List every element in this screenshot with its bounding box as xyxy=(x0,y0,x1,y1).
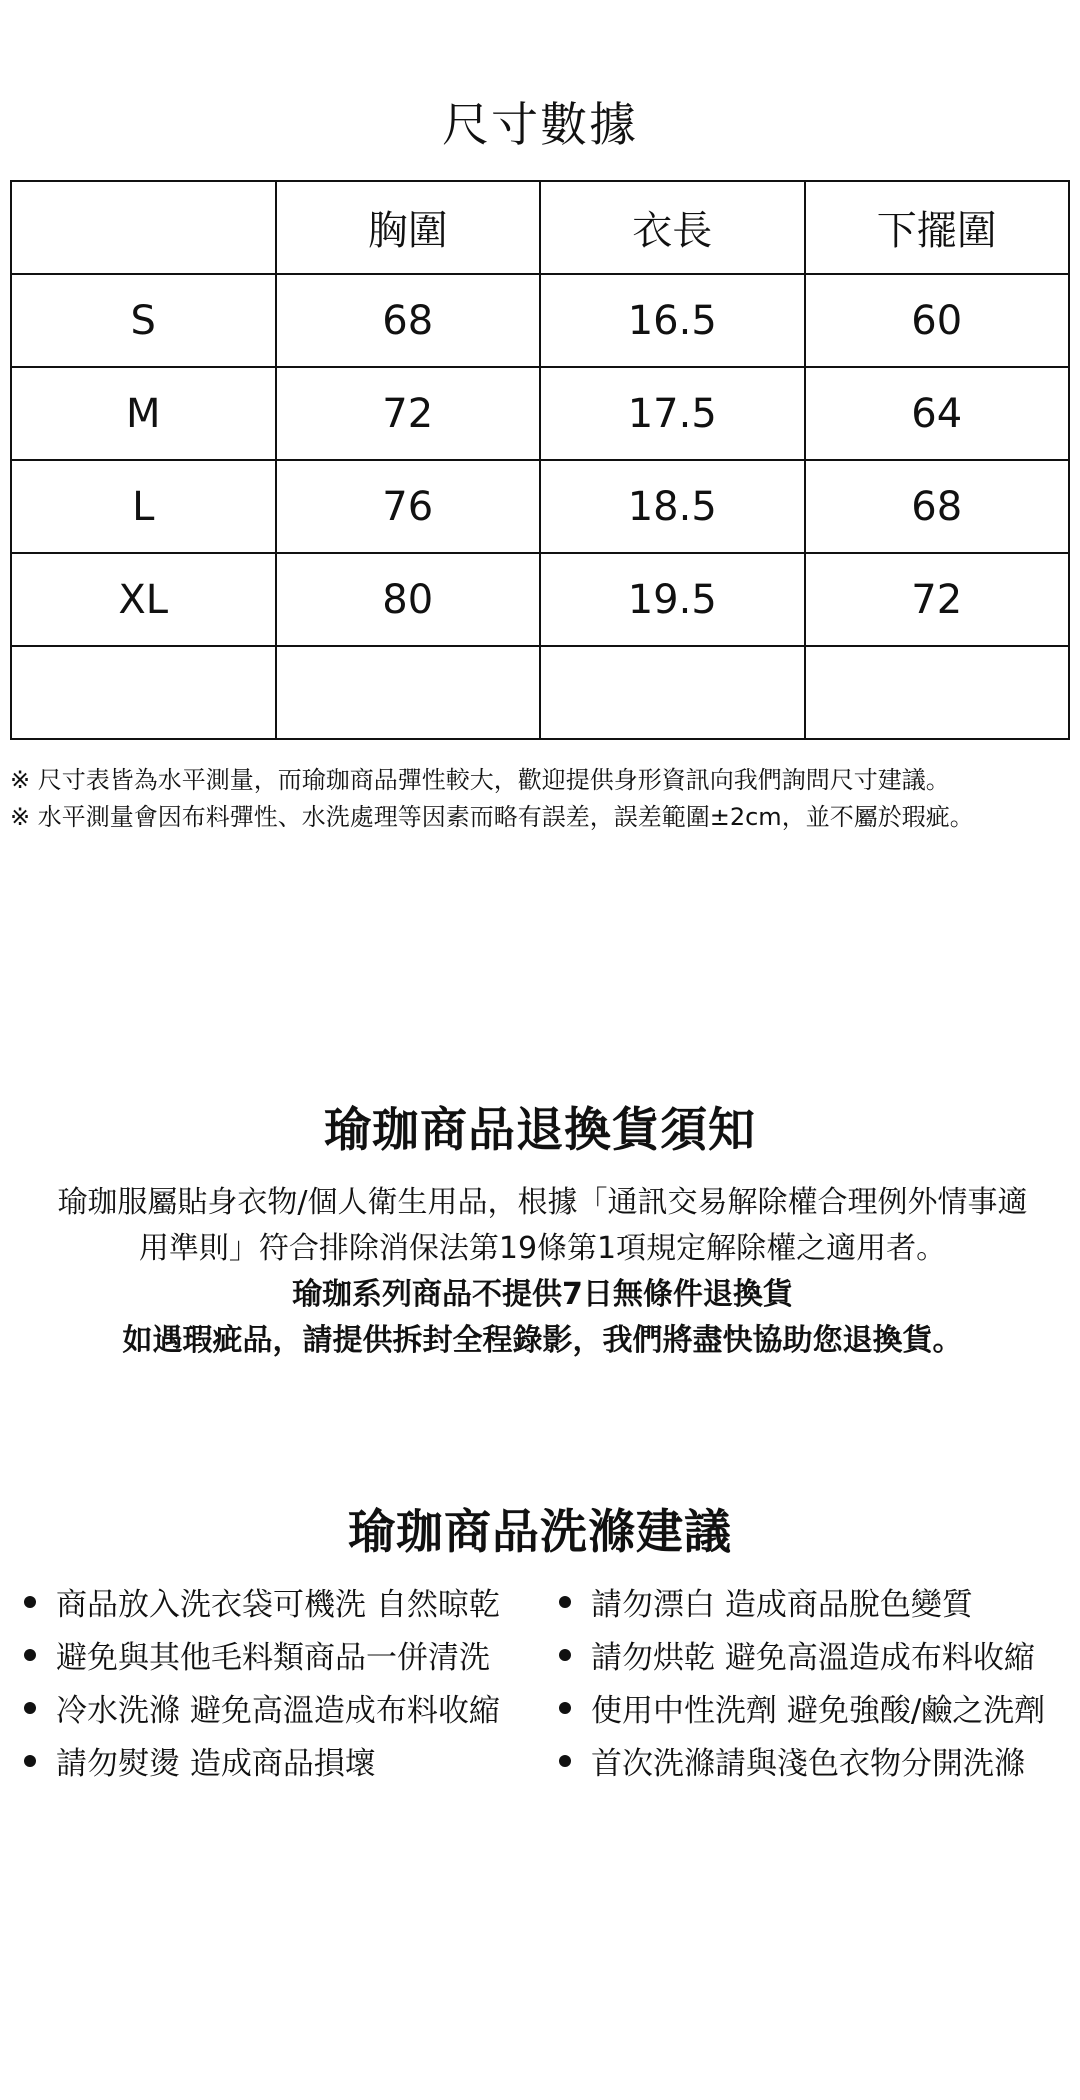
return-policy-text: 用準則」符合排除消保法第19條第1項規定解除權之適用者。 xyxy=(138,1231,947,1266)
bullet-icon xyxy=(24,1755,36,1767)
size-chart-title: 尺寸數據 xyxy=(442,98,638,153)
care-list xyxy=(24,1575,1074,1787)
table-row xyxy=(11,367,1069,460)
bullet-icon xyxy=(559,1755,571,1767)
hem-cell: 60 xyxy=(805,274,1070,367)
care-item-text: 請勿漂白 造成商品脫色變質 xyxy=(591,1587,973,1623)
header-cell-hem: 下擺圍 xyxy=(805,181,1070,274)
list-item xyxy=(24,1734,559,1787)
chest-cell xyxy=(276,646,541,739)
list-item xyxy=(24,1575,559,1628)
care-item-text: 請勿烘乾 避免高溫造成布料收縮 xyxy=(591,1640,1035,1676)
header-cell-chest: 胸圍 xyxy=(276,181,541,274)
return-policy-text: 瑜珈服屬貼身衣物/個人衛生用品，根據「通訊交易解除權合理例外情事適 xyxy=(57,1185,1028,1220)
table-row xyxy=(11,460,1069,553)
list-item xyxy=(559,1628,1074,1681)
length-cell: 18.5 xyxy=(540,460,805,553)
bullet-icon xyxy=(24,1596,36,1608)
hem-cell: 72 xyxy=(805,553,1070,646)
bullet-icon xyxy=(559,1702,571,1714)
length-cell xyxy=(540,646,805,739)
list-item xyxy=(559,1681,1074,1734)
care-item-text: 首次洗滌請與淺色衣物分開洗滌 xyxy=(591,1746,1025,1782)
list-item xyxy=(559,1734,1074,1787)
size-cell: S xyxy=(11,274,276,367)
return-policy-emphasis: 瑜珈系列商品不提供7日無條件退換貨 xyxy=(292,1277,793,1312)
list-item xyxy=(24,1681,559,1734)
care-item-text: 避免與其他毛料類商品一併清洗 xyxy=(56,1640,490,1676)
return-policy-title: 瑜珈商品退換貨須知 xyxy=(324,1103,756,1158)
size-notes xyxy=(10,762,1075,836)
bullet-icon xyxy=(24,1649,36,1661)
hem-cell: 68 xyxy=(805,460,1070,553)
list-item xyxy=(559,1575,1074,1628)
size-cell xyxy=(11,646,276,739)
chest-cell: 80 xyxy=(276,553,541,646)
bullet-icon xyxy=(559,1596,571,1608)
chest-cell: 72 xyxy=(276,367,541,460)
chest-cell: 76 xyxy=(276,460,541,553)
table-row xyxy=(11,553,1069,646)
header-cell-length: 衣長 xyxy=(540,181,805,274)
bullet-icon xyxy=(24,1702,36,1714)
care-item-text: 請勿熨燙 造成商品損壞 xyxy=(56,1746,376,1782)
length-cell: 17.5 xyxy=(540,367,805,460)
care-item-text: 商品放入洗衣袋可機洗 自然晾乾 xyxy=(56,1587,500,1623)
return-policy-emphasis: 如遇瑕疵品，請提供拆封全程錄影，我們將盡快協助您退換貨。 xyxy=(122,1323,963,1358)
table-row-empty xyxy=(11,646,1069,739)
size-note: ※ 水平測量會因布料彈性、水洗處理等因素而略有誤差，誤差範圍±2cm，並不屬於瑕疵。 xyxy=(10,803,974,831)
return-policy-body xyxy=(10,1180,1075,1364)
header-cell-blank xyxy=(11,181,276,274)
length-cell: 16.5 xyxy=(540,274,805,367)
care-item-text: 冷水洗滌 避免高溫造成布料收縮 xyxy=(56,1693,500,1729)
care-item-text: 使用中性洗劑 避免強酸/鹼之洗劑 xyxy=(591,1693,1046,1729)
size-cell: L xyxy=(11,460,276,553)
size-cell: M xyxy=(11,367,276,460)
hem-cell: 64 xyxy=(805,367,1070,460)
care-title: 瑜珈商品洗滌建議 xyxy=(348,1505,732,1560)
table-header-row xyxy=(11,181,1069,274)
length-cell: 19.5 xyxy=(540,553,805,646)
chest-cell: 68 xyxy=(276,274,541,367)
bullet-icon xyxy=(559,1649,571,1661)
size-cell: XL xyxy=(11,553,276,646)
size-chart-table xyxy=(10,180,1070,740)
table-row xyxy=(11,274,1069,367)
hem-cell xyxy=(805,646,1070,739)
list-item xyxy=(24,1628,559,1681)
size-note: ※ 尺寸表皆為水平測量，而瑜珈商品彈性較大，歡迎提供身形資訊向我們詢問尺寸建議。 xyxy=(10,766,950,794)
